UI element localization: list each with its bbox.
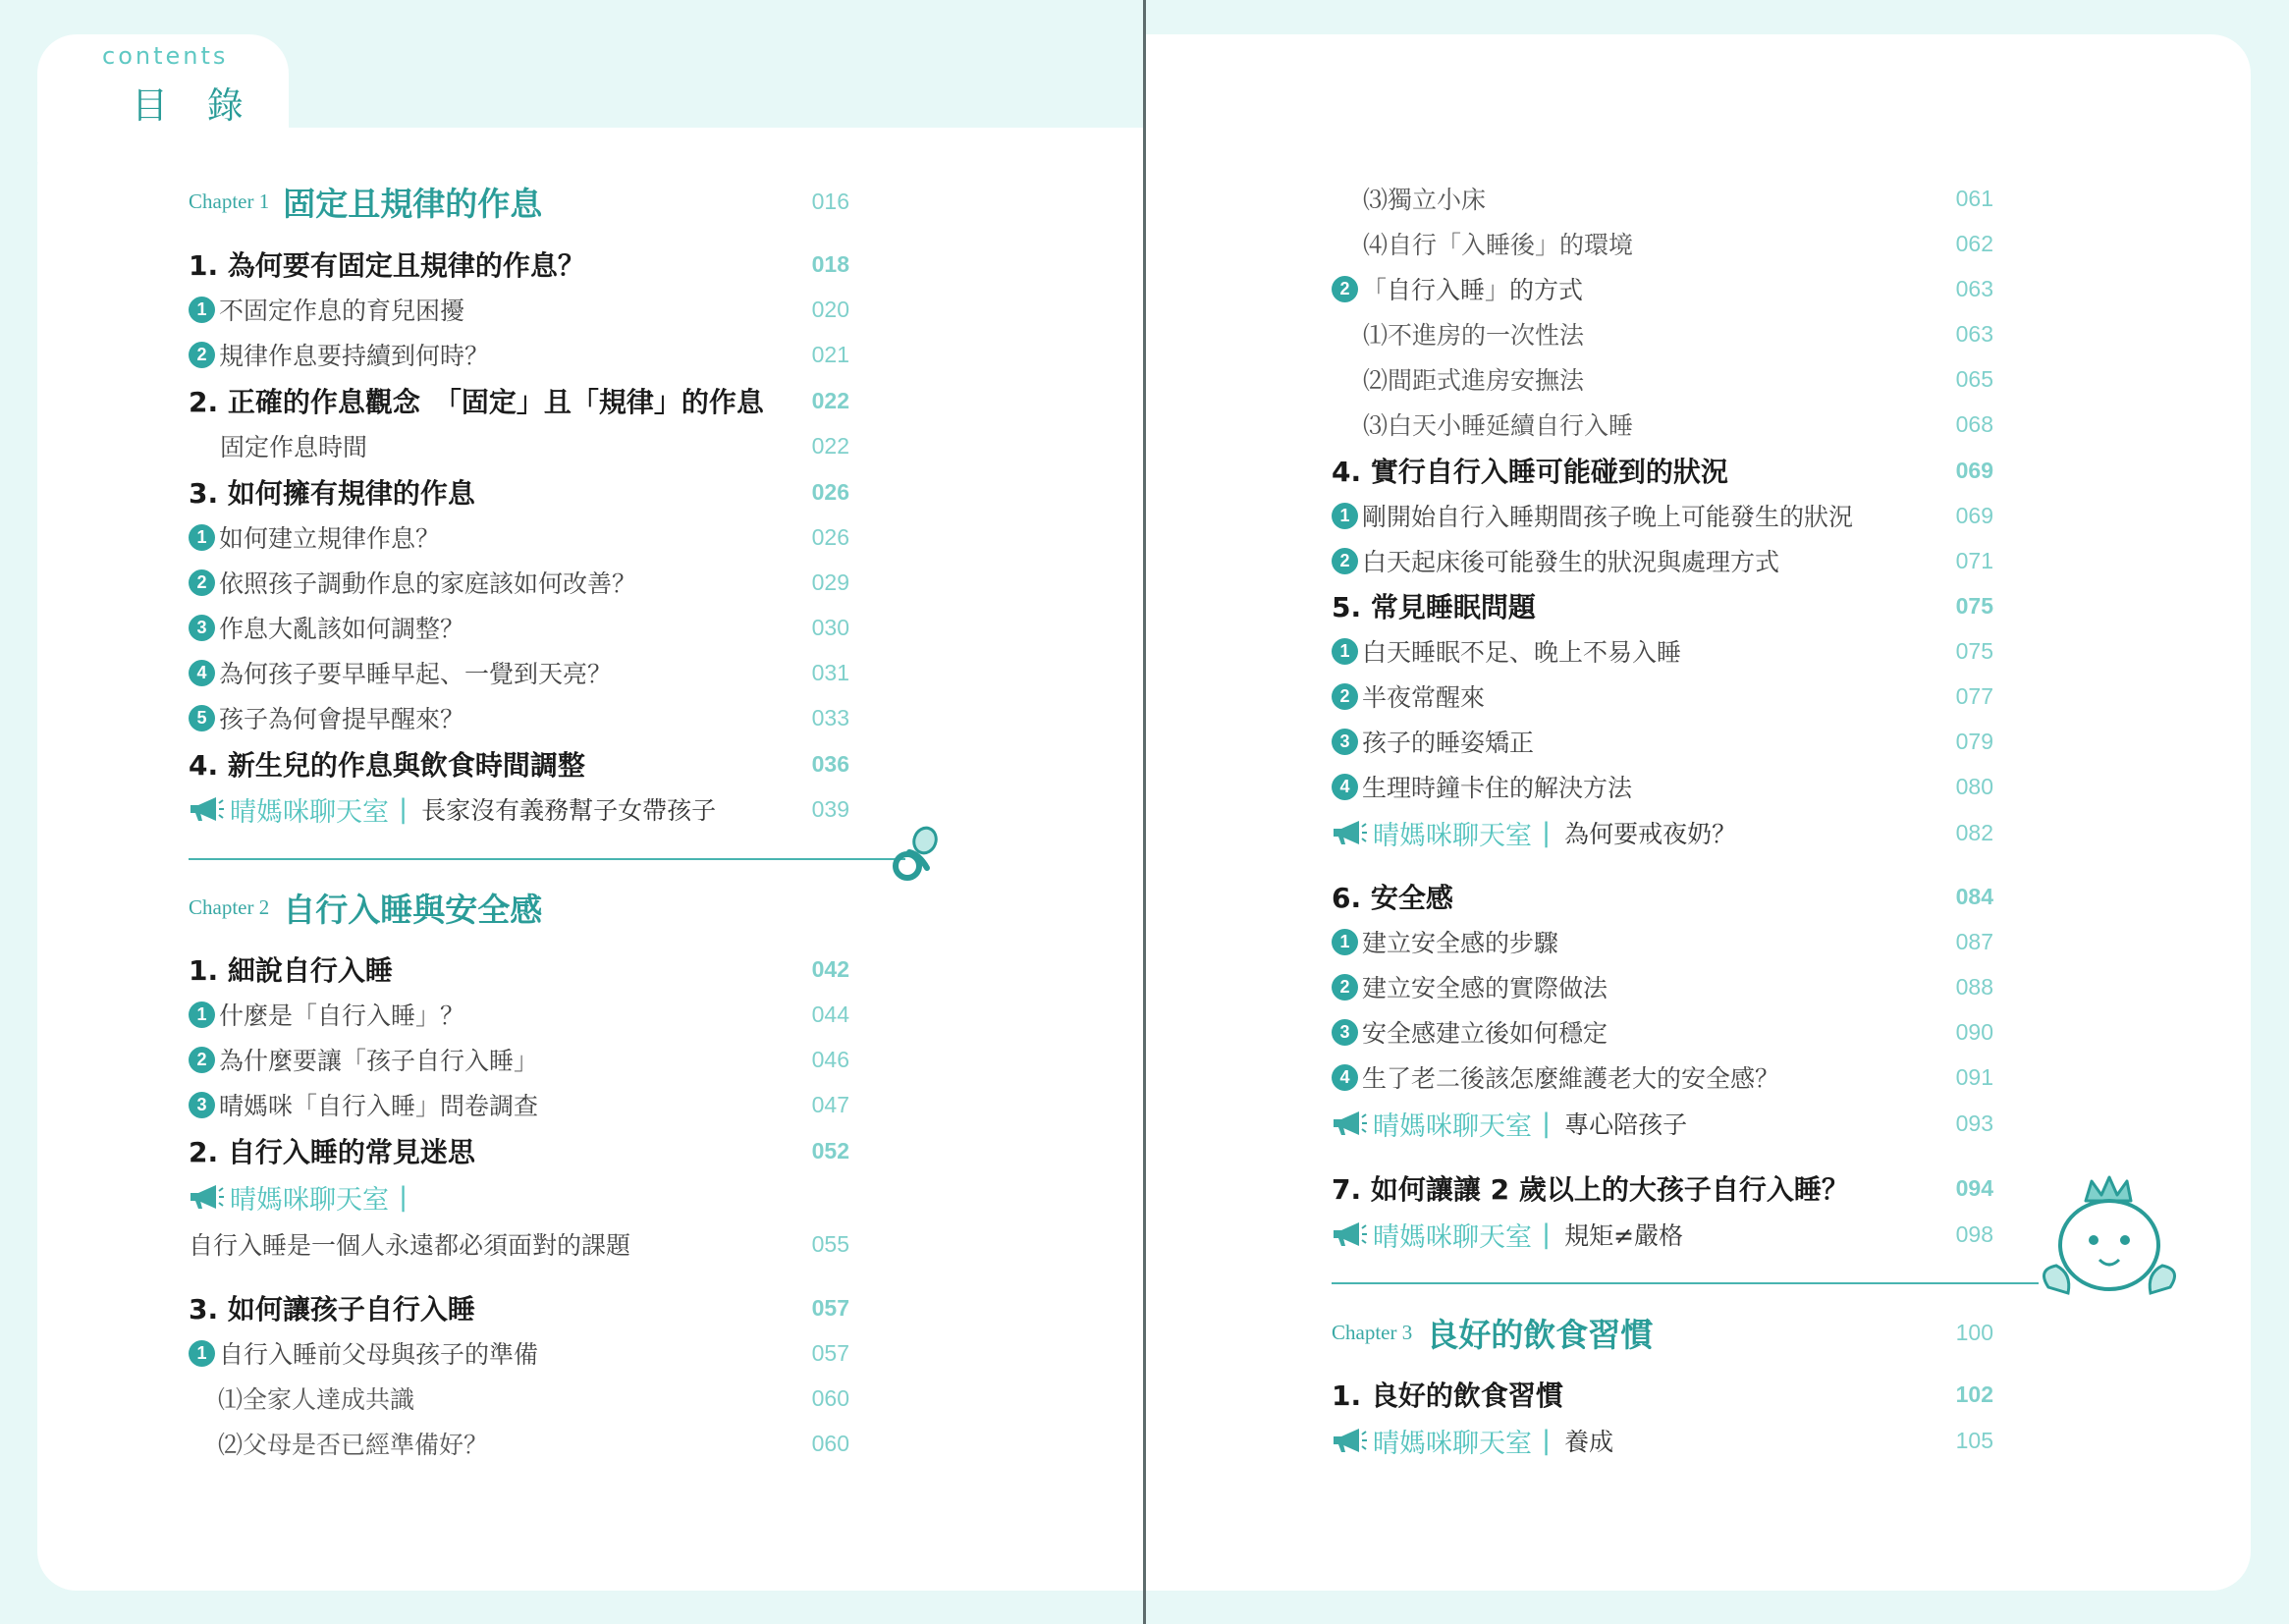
page-number: 031 <box>811 660 849 685</box>
megaphone-icon <box>1330 818 1367 847</box>
chapter-title: 固定且規律的作息 <box>283 184 543 223</box>
megaphone-icon <box>1330 1109 1367 1138</box>
number-badge: 1 <box>1332 929 1358 955</box>
book-spine <box>1143 0 1146 1624</box>
entry-title: 自行入睡前父母與孩子的準備 <box>219 1340 539 1369</box>
number-badge: 2 <box>1332 548 1358 574</box>
toc-entry[interactable] <box>189 470 849 514</box>
page-number: 093 <box>1955 1110 1993 1136</box>
entry-title: 2. 自行入睡的常見迷思 <box>189 1136 475 1168</box>
chat-room-entry[interactable] <box>1330 1419 1993 1462</box>
entry-title: 4. 新生兒的作息與飲食時間調整 <box>189 749 585 782</box>
number-badge: 1 <box>189 297 215 323</box>
entry-title: 為什麼要讓「孩子自行入睡」 <box>219 1047 539 1075</box>
page-number: 060 <box>811 1385 849 1411</box>
toc-entry[interactable] <box>189 1331 849 1375</box>
toc-entry[interactable] <box>1332 920 1993 963</box>
megaphone-icon <box>1330 1219 1367 1249</box>
page-number: 088 <box>1955 974 1993 1000</box>
toc-entry[interactable] <box>189 1129 849 1172</box>
entry-title: 7. 如何讓讓 2 歲以上的大孩子自行入睡？ <box>1332 1173 1849 1206</box>
chat-room-entry[interactable] <box>1330 811 1993 854</box>
page-number: 079 <box>1955 729 1993 754</box>
page-number: 091 <box>1955 1064 1993 1090</box>
entry-title: 如何建立規律作息？ <box>219 524 441 553</box>
toc-entry[interactable] <box>1332 720 1993 763</box>
number-badge: 3 <box>1332 1019 1358 1046</box>
chat-room-label: 晴媽咪聊天室 <box>230 796 389 828</box>
page-number: 047 <box>811 1092 849 1117</box>
number-badge: 2 <box>1332 683 1358 710</box>
entry-title: 不固定作息的育兒困擾 <box>219 297 465 325</box>
number-badge: 3 <box>189 1092 215 1118</box>
number-badge: 1 <box>1332 638 1358 665</box>
toc-entry[interactable] <box>189 1286 849 1329</box>
megaphone-icon <box>1330 1426 1367 1455</box>
entry-title: 3. 如何擁有規律的作息 <box>189 477 475 510</box>
number-badge: 2 <box>189 342 215 368</box>
page-number: 069 <box>1955 458 1993 483</box>
contents-title-en: contents <box>102 42 229 70</box>
entry-title: 孩子為何會提早醒來？ <box>219 705 465 733</box>
megaphone-icon <box>187 1182 224 1212</box>
page-number: 100 <box>1955 1320 1993 1345</box>
entry-title: 白天起床後可能發生的狀況與處理方式 <box>1362 548 1780 576</box>
entry-title: 晴媽咪「自行入睡」問卷調查 <box>219 1092 539 1120</box>
entry-title: 1. 細說自行入睡 <box>189 954 393 987</box>
entry-title: ⑵父母是否已經準備好？ <box>218 1431 489 1459</box>
toc-entry[interactable] <box>1363 403 1993 446</box>
entry-title: 「自行入睡」的方式 <box>1362 276 1584 304</box>
chapter-divider <box>189 858 905 860</box>
entry-title: 6. 安全感 <box>1332 882 1453 914</box>
toc-entry[interactable] <box>189 1083 849 1126</box>
page-number: 044 <box>811 1001 849 1027</box>
page-number: 060 <box>811 1431 849 1456</box>
entry-title: 1. 為何要有固定且規律的作息？ <box>189 249 585 282</box>
chapter-2-heading[interactable] <box>189 886 849 929</box>
page-number: 075 <box>1955 593 1993 619</box>
entry-title: 專心陪孩子 <box>1564 1110 1688 1139</box>
entry-title: 白天睡眠不足、晚上不易入睡 <box>1362 638 1682 667</box>
toc-entry[interactable] <box>189 515 849 559</box>
page-number: 061 <box>1955 186 1993 211</box>
chapter-label: Chapter 2 <box>189 894 270 919</box>
number-badge: 1 <box>189 1001 215 1028</box>
entry-title: 什麼是「自行入睡」？ <box>219 1001 465 1030</box>
entry-title: 為何要戒夜奶？ <box>1564 820 1737 848</box>
toc-entry[interactable] <box>1332 765 1993 808</box>
contents-title-zh: 目 錄 <box>132 84 257 127</box>
page-number: 029 <box>811 569 849 595</box>
megaphone-icon <box>187 794 224 824</box>
number-badge: 2 <box>189 569 215 596</box>
pacifier-icon <box>888 825 943 888</box>
entry-title: 半夜常醒來 <box>1362 683 1486 712</box>
entry-title: 養成 <box>1564 1428 1614 1456</box>
page-number: 042 <box>811 956 849 982</box>
toc-entry[interactable] <box>189 696 849 739</box>
page-number: 069 <box>1955 503 1993 528</box>
chat-separator: | <box>1542 1425 1552 1456</box>
page-number: 087 <box>1955 929 1993 954</box>
page-number: 026 <box>811 479 849 505</box>
chat-room-entry[interactable] <box>187 787 849 831</box>
toc-entry[interactable] <box>189 993 849 1036</box>
chapter-title: 自行入睡與安全感 <box>283 890 543 929</box>
number-badge: 4 <box>1332 1064 1358 1091</box>
entry-title: 生了老二後該怎麼維護老大的安全感？ <box>1362 1064 1780 1093</box>
page-number: 033 <box>811 705 849 731</box>
toc-entry[interactable] <box>1363 222 1993 265</box>
toc-entry[interactable] <box>189 379 849 422</box>
number-badge: 1 <box>189 1340 215 1367</box>
chat-room-label: 晴媽咪聊天室 <box>1373 1428 1532 1459</box>
toc-entry[interactable] <box>1332 449 1993 492</box>
entry-title: ⑴全家人達成共識 <box>218 1385 415 1414</box>
toc-entry[interactable] <box>1332 1166 1993 1210</box>
number-badge: 5 <box>189 705 215 731</box>
entry-title: 3. 如何讓孩子自行入睡 <box>189 1293 475 1326</box>
chat-separator: | <box>1542 817 1552 848</box>
entry-title: 作息大亂該如何調整？ <box>219 615 465 643</box>
number-badge: 2 <box>1332 276 1358 302</box>
toc-entry[interactable] <box>218 1422 849 1465</box>
entry-title: 規矩≠嚴格 <box>1564 1221 1684 1250</box>
page-number: 102 <box>1955 1381 1993 1407</box>
toc-entry[interactable] <box>189 947 849 991</box>
toc-entry[interactable] <box>1332 1373 1993 1416</box>
chapter-3-heading[interactable] <box>1332 1311 1993 1354</box>
entry-title: 1. 良好的飲食習慣 <box>1332 1380 1563 1412</box>
toc-entry[interactable] <box>1332 494 1993 537</box>
toc-entry[interactable] <box>1363 177 1993 220</box>
page-number: 021 <box>811 342 849 367</box>
entry-title: 4. 實行自行入睡可能碰到的狀況 <box>1332 456 1728 488</box>
entry-title: 規律作息要持續到何時？ <box>219 342 490 370</box>
page-number: 077 <box>1955 683 1993 709</box>
page-number: 075 <box>1955 638 1993 664</box>
page-number: 018 <box>811 251 849 277</box>
page-number: 062 <box>1955 231 1993 256</box>
toc-entry[interactable] <box>189 243 849 286</box>
chat-room-entry[interactable] <box>1330 1102 1993 1145</box>
page-number: 052 <box>811 1138 849 1164</box>
page-number: 026 <box>811 524 849 550</box>
toc-entry[interactable] <box>1363 312 1993 355</box>
toc-entry[interactable] <box>189 742 849 785</box>
entry-title: 自行入睡是一個人永遠都必須面對的課題 <box>189 1231 631 1260</box>
entry-title: 安全感建立後如何穩定 <box>1362 1019 1608 1048</box>
page-number: 063 <box>1955 321 1993 347</box>
entry-title: 為何孩子要早睡早起、一覺到天亮？ <box>219 660 613 688</box>
page-number: 080 <box>1955 774 1993 799</box>
toc-entry[interactable] <box>1332 875 1993 918</box>
entry-title: 建立安全感的實際做法 <box>1362 974 1608 1002</box>
chat-separator: | <box>399 1181 409 1213</box>
chapter-label: Chapter 1 <box>189 189 270 213</box>
page-number: 046 <box>811 1047 849 1072</box>
toc-entry[interactable] <box>1332 539 1993 582</box>
entry-title: 5. 常見睡眠問題 <box>1332 591 1536 623</box>
entry-title: ⑴不進房的一次性法 <box>1363 321 1585 350</box>
toc-entry[interactable] <box>189 561 849 604</box>
entry-title: 孩子的睡姿矯正 <box>1362 729 1535 757</box>
number-badge: 4 <box>189 660 215 686</box>
chapter-label: Chapter 3 <box>1332 1320 1413 1344</box>
page-number: 039 <box>811 796 849 822</box>
chat-separator: | <box>1542 1218 1552 1250</box>
toc-entry[interactable] <box>1363 357 1993 401</box>
page-number: 063 <box>1955 276 1993 301</box>
page-number: 057 <box>811 1340 849 1366</box>
toc-entry[interactable] <box>1332 1010 1993 1054</box>
page-number: 082 <box>1955 820 1993 845</box>
entry-title: 依照孩子調動作息的家庭該如何改善？ <box>219 569 637 598</box>
entry-title: 長家沒有義務幫子女帶孩子 <box>421 796 717 825</box>
page-number: 065 <box>1955 366 1993 392</box>
toc-entry[interactable] <box>189 1222 849 1266</box>
page-number: 055 <box>811 1231 849 1257</box>
number-badge: 2 <box>1332 974 1358 1001</box>
chapter-1-heading[interactable] <box>189 180 849 223</box>
page-number: 022 <box>811 388 849 413</box>
chat-room-label: 晴媽咪聊天室 <box>1373 820 1532 851</box>
page-number: 036 <box>811 751 849 777</box>
toc-entry[interactable] <box>1332 675 1993 718</box>
number-badge: 1 <box>1332 503 1358 529</box>
page-number: 022 <box>811 433 849 459</box>
entry-title: ⑷自行「入睡後」的環境 <box>1363 231 1634 259</box>
toc-entry[interactable] <box>220 424 849 467</box>
entry-title: 2. 正確的作息觀念 「固定」且「規律」的作息 <box>189 386 764 418</box>
entry-title: ⑶白天小睡延續自行入睡 <box>1363 411 1634 440</box>
page-number: 105 <box>1955 1428 1993 1453</box>
entry-title: 剛開始自行入睡期間孩子晚上可能發生的狀況 <box>1362 503 1854 531</box>
toc-entry[interactable] <box>189 1038 849 1081</box>
entry-title: ⑶獨立小床 <box>1363 186 1487 214</box>
toc-entry[interactable] <box>189 651 849 694</box>
toc-entry[interactable] <box>1332 629 1993 673</box>
page-number: 020 <box>811 297 849 322</box>
chat-room-label: 晴媽咪聊天室 <box>1373 1221 1532 1253</box>
number-badge: 1 <box>189 524 215 551</box>
page-number: 068 <box>1955 411 1993 437</box>
page-number: 016 <box>811 189 849 214</box>
toc-entry[interactable] <box>189 606 849 649</box>
chapter-title: 良好的飲食習慣 <box>1426 1315 1654 1354</box>
number-badge: 2 <box>189 1047 215 1073</box>
number-badge: 3 <box>189 615 215 641</box>
baby-prince-icon <box>2029 1171 2190 1319</box>
chat-room-label: 晴媽咪聊天室 <box>1373 1110 1532 1142</box>
chat-room-label: 晴媽咪聊天室 <box>230 1184 389 1216</box>
number-badge: 3 <box>1332 729 1358 755</box>
toc-entry[interactable] <box>1332 267 1993 310</box>
page-number: 098 <box>1955 1221 1993 1247</box>
page-number: 094 <box>1955 1175 1993 1201</box>
entry-title: 建立安全感的步驟 <box>1362 929 1559 957</box>
chat-separator: | <box>1542 1108 1552 1139</box>
toc-entry[interactable] <box>1332 965 1993 1008</box>
entry-title: ⑵間距式進房安撫法 <box>1363 366 1585 395</box>
chat-room-entry[interactable] <box>187 1175 849 1218</box>
toc-entry[interactable] <box>1332 584 1993 627</box>
entry-title: 生理時鐘卡住的解決方法 <box>1362 774 1633 802</box>
page-number: 071 <box>1955 548 1993 573</box>
page-number: 090 <box>1955 1019 1993 1045</box>
page-number: 057 <box>811 1295 849 1321</box>
chat-separator: | <box>399 793 409 825</box>
chat-room-entry[interactable] <box>1330 1213 1993 1256</box>
toc-entry[interactable] <box>189 288 849 331</box>
page-number: 084 <box>1955 884 1993 909</box>
toc-entry[interactable] <box>218 1377 849 1420</box>
chapter-divider <box>1332 1282 2039 1284</box>
toc-entry[interactable] <box>1332 1056 1993 1099</box>
number-badge: 4 <box>1332 774 1358 800</box>
page-number: 030 <box>811 615 849 640</box>
toc-entry[interactable] <box>189 333 849 376</box>
entry-title: 固定作息時間 <box>220 433 368 461</box>
